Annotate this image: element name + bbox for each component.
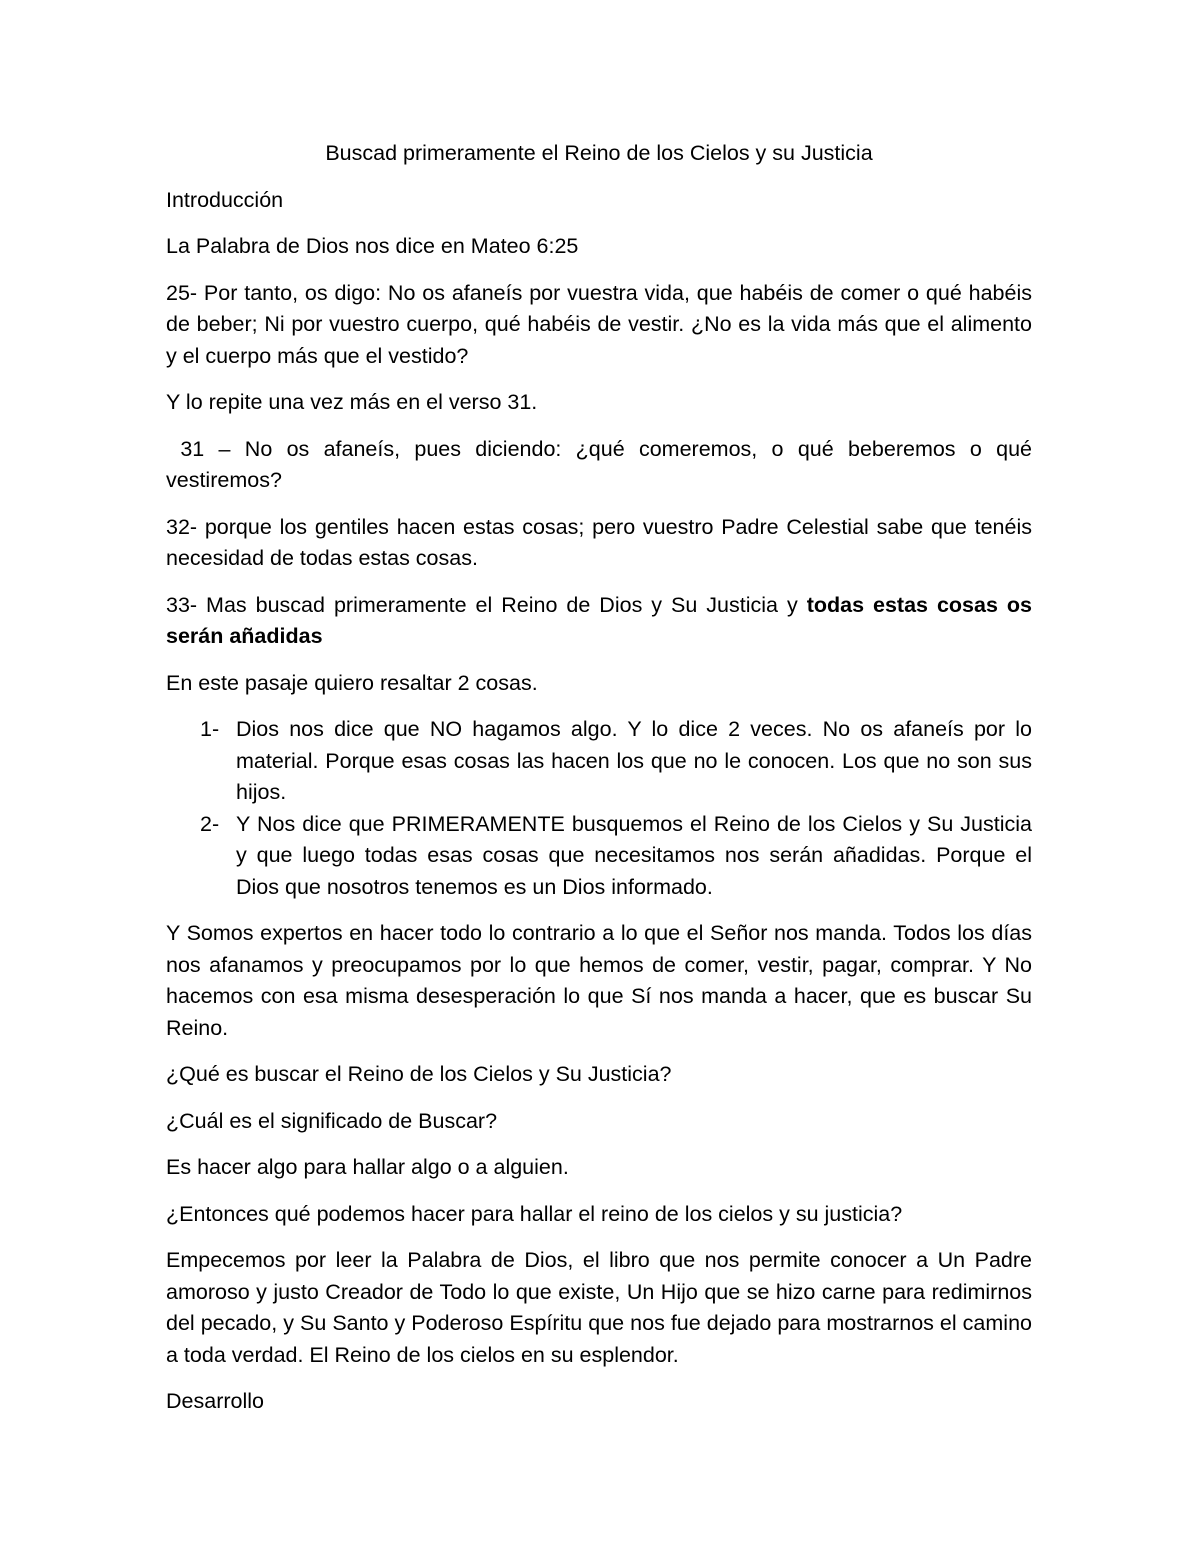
intro-line: La Palabra de Dios nos dice en Mateo 6:25 xyxy=(166,234,579,258)
verse-33-plain: 33- Mas buscad primeramente el Reino de Dios y Su Justicia y xyxy=(166,592,807,617)
contrary-paragraph: Y Somos expertos en hacer todo lo contrario a lo que el Señor nos manda. Todos los días nos afanamos y preocupamos por lo que hemos de comer, vestir, pagar, comprar. Y No hacemos con esa misma desesperación lo que Sí nos manda a hacer, que es buscar Su Reino. xyxy=(166,921,1032,1040)
question-3: ¿Entonces qué podemos hacer para hallar el reino de los cielos y su justicia? xyxy=(166,1201,903,1226)
repeat-line: Y lo repite una vez más en el verso 31. xyxy=(166,390,538,414)
points-list xyxy=(166,714,1032,903)
development-heading: Desarrollo xyxy=(166,1389,264,1413)
document-title: Buscad primeramente el Reino de los Cielos y su Justicia xyxy=(325,141,873,165)
list-item-number: 2- xyxy=(200,811,220,836)
verse-31: 31 – No os afaneís, pues diciendo: ¿qué comeremos, o qué beberemos o qué vestiremos? xyxy=(166,436,1038,492)
answer-2: Es hacer algo para hallar algo o a alguien. xyxy=(166,1155,569,1179)
list-item-number: 1- xyxy=(200,717,220,741)
question-1: ¿Qué es buscar el Reino de los Cielos y Su Justicia? xyxy=(166,1062,672,1086)
list-item xyxy=(166,714,1032,809)
highlight-intro: En este pasaje quiero resaltar 2 cosas. xyxy=(166,670,538,695)
document-body xyxy=(166,138,1038,1433)
verse-32: 32- porque los gentiles hacen estas cosas; pero vuestro Padre Celestial sabe que tenéis necesidad de todas estas cosas. xyxy=(166,514,1032,570)
list-item-text: Dios nos dice que NO hagamos algo. Y lo dice 2 veces. No os afaneís por lo material. Porque esas cosas las hacen los que no le conocen. Los que no son sus hijos. xyxy=(236,717,1032,804)
verse-33-bold: todas estas cosas os serán añadidas xyxy=(166,592,1032,648)
verse-33 xyxy=(166,590,1032,653)
verse-25: 25- Por tanto, os digo: No os afaneís por vuestra vida, que habéis de comer o qué habéis de beber; Ni por vuestro cuerpo, qué habéis de vestir. ¿No es la vida más que el alimento y el cuerpo más que el vestido? xyxy=(166,280,1032,368)
closing-paragraph: Empecemos por leer la Palabra de Dios, el libro que nos permite conocer a Un Padre amoroso y justo Creador de Todo lo que existe, Un Hijo que se hizo carne para redimirnos del pecado, y Su Santo y Poderoso Espíritu que nos fue dejado para mostrarnos el camino a toda verdad. El Reino de los cielos en su esplendor. xyxy=(166,1248,1032,1367)
question-2: ¿Cuál es el significado de Buscar? xyxy=(166,1108,498,1133)
list-item xyxy=(166,809,1032,904)
list-item-text: Y Nos dice que PRIMERAMENTE busquemos el Reino de los Cielos y Su Justicia y que luego todas esas cosas que necesitamos nos serán añadidas. Porque el Dios que nosotros tenemos es un Dios informado. xyxy=(236,811,1032,899)
intro-heading: Introducción xyxy=(166,187,284,212)
